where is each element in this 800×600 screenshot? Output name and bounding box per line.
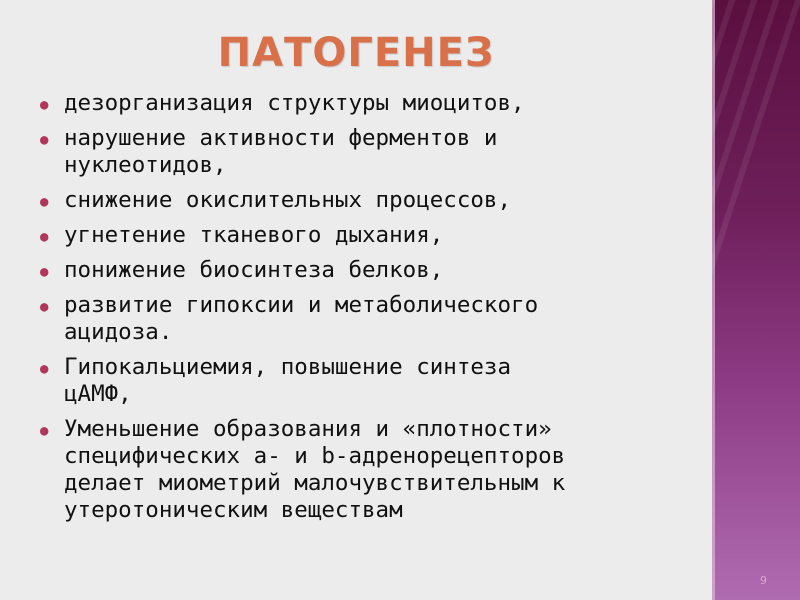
- bullet-item: [40, 222, 720, 249]
- slide-title: ПАТОГЕНЕЗ: [217, 30, 495, 76]
- bullet-dot-icon: ●: [40, 264, 49, 280]
- bullet-text: угнетение тканевого дыхания,: [64, 222, 444, 248]
- page-number: 9: [760, 574, 767, 587]
- decorative-side-band: [712, 0, 800, 600]
- bullet-list: [40, 90, 720, 532]
- bullet-dot-icon: ●: [40, 423, 49, 439]
- bullet-dot-icon: ●: [40, 97, 49, 113]
- bullet-text: Гипокальциемия, повышение синтеза цАМФ,: [64, 354, 512, 407]
- bullet-dot-icon: ●: [40, 229, 49, 245]
- bullet-dot-icon: ●: [40, 132, 49, 148]
- bullet-text: развитие гипоксии и метаболического ацидоза.: [64, 292, 539, 345]
- bullet-text: понижение биосинтеза белков,: [64, 257, 444, 283]
- bullet-item: [40, 125, 720, 179]
- bullet-item: [40, 354, 720, 408]
- bullet-text: нарушение активности ферментов и нуклеотидов,: [64, 125, 498, 178]
- bullet-item: [40, 90, 720, 117]
- bullet-dot-icon: ●: [40, 194, 49, 210]
- bullet-item: [40, 187, 720, 214]
- bullet-dot-icon: ●: [40, 299, 49, 315]
- bullet-dot-icon: ●: [40, 361, 49, 377]
- side-band-stripe: [712, 0, 770, 600]
- bullet-text: Уменьшение образования и «плотности» специфических а- и b-адренорецепторов делает миометрий малочувствительным к утеротоническим веществам: [64, 416, 566, 523]
- bullet-text: дезорганизация структуры миоцитов,: [64, 90, 525, 116]
- bullet-item: [40, 257, 720, 284]
- bullet-item: [40, 292, 720, 346]
- bullet-text: снижение окислительных процессов,: [64, 187, 512, 213]
- bullet-item: [40, 416, 720, 524]
